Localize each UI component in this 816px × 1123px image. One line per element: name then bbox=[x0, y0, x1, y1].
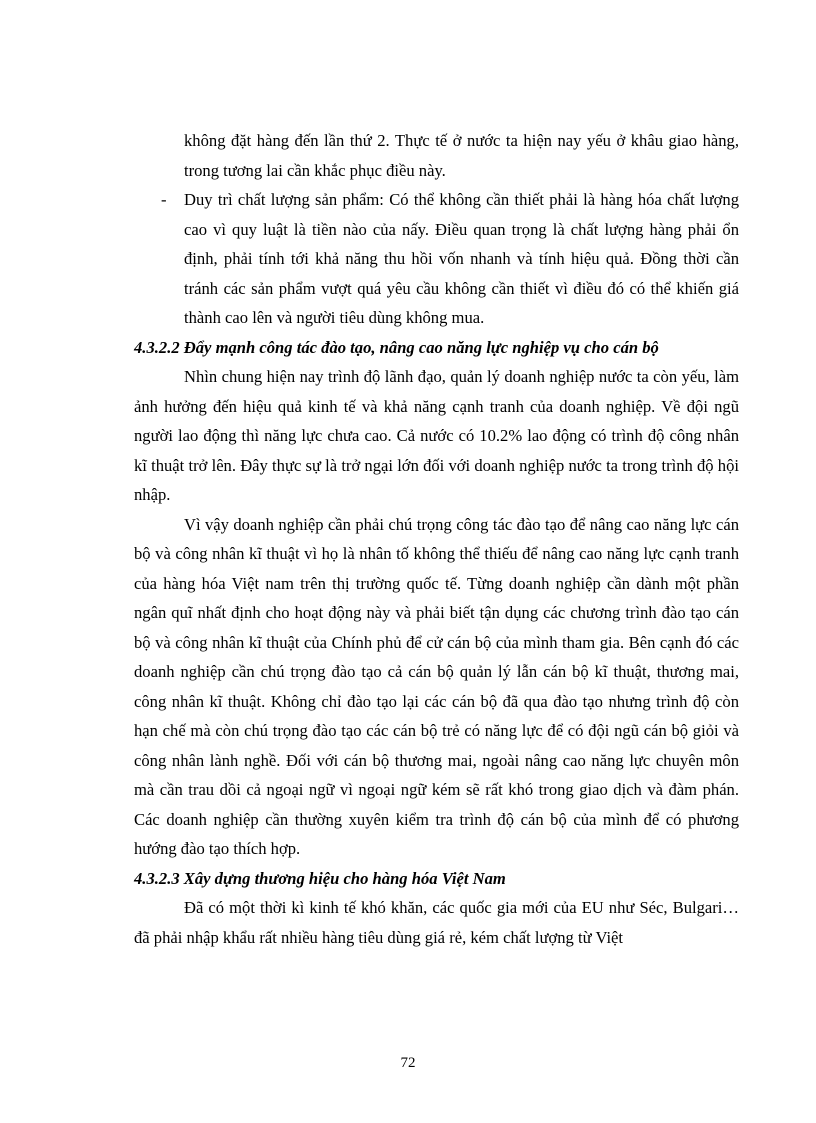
bullet-text: Duy trì chất lượng sản phẩm: Có thể không cần thiết phải là hàng hóa chất lượng cao vì quy luật là tiền nào của nấy. Điều quan trọng là chất lượng hàng phải ổn định, phải tính tới khả năng thu hồi vốn nhanh và tính hiệu quả. Đồng thời cần tránh các sản phẩm vượt quá yêu cầu không cần thiết vì điều đó có thể khiến giá thành cao lên và người tiêu dùng không mua. bbox=[184, 190, 739, 327]
bullet-marker: - bbox=[161, 190, 167, 209]
page-number: 72 bbox=[400, 1055, 416, 1071]
continued-paragraph: không đặt hàng đến lần thứ 2. Thực tế ở nước ta hiện nay yếu ở khâu giao hàng, trong tương lai cần khắc phục điều này. bbox=[184, 131, 739, 180]
bullet-item-product-quality bbox=[134, 185, 739, 333]
paragraph-training-1: Nhìn chung hiện nay trình độ lãnh đạo, quản lý doanh nghiệp nước ta còn yếu, làm ảnh hưởng đến hiệu quả kinh tế và khả năng cạnh tranh của doanh nghiệp. Về đội ngũ người lao động thì năng lực chưa cao. Cả nước có 10.2% lao động có trình độ công nhân kĩ thuật trở lên. Đây thực sự là trở ngại lớn đối với doanh nghiệp nước ta trong trình độ hội nhập. bbox=[134, 367, 739, 504]
section-heading-training: 4.3.2.2 Đẩy mạnh công tác đào tạo, nâng cao năng lực nghiệp vụ cho cán bộ bbox=[134, 337, 659, 357]
page-body bbox=[134, 126, 739, 952]
section-heading-branding: 4.3.2.3 Xây dựng thương hiệu cho hàng hóa Việt Nam bbox=[134, 868, 506, 888]
paragraph-branding-1: Đã có một thời kì kinh tế khó khăn, các quốc gia mới của EU như Séc, Bulgari… đã phải nhập khẩu rất nhiều hàng tiêu dùng giá rẻ, kém chất lượng từ Việt bbox=[134, 898, 739, 947]
paragraph-training-2: Vì vậy doanh nghiệp cần phải chú trọng công tác đào tạo để nâng cao năng lực cán bộ và công nhân kĩ thuật vì họ là nhân tố không thể thiếu để nâng cao năng lực cạnh tranh của hàng hóa Việt nam trên thị trường quốc tế. Từng doanh nghiệp cần dành một phần ngân quĩ nhất định cho hoạt động này và phải biết tận dụng các chương trình đào tạo cán bộ và công nhân kĩ thuật của Chính phủ để cử cán bộ của mình tham gia. Bên cạnh đó các doanh nghiệp cần chú trọng đào tạo cả cán bộ quản lý lẫn cán bộ kĩ thuật, thương mai, công nhân kĩ thuật. Không chỉ đào tạo lại các cán bộ đã qua đào tạo nhưng trình độ còn hạn chế mà còn chú trọng đào tạo các cán bộ trẻ có năng lực để có đội ngũ cán bộ giỏi và công nhân lành nghề. Đối với cán bộ thương mai, ngoài nâng cao năng lực chuyên môn mà cần trau dồi cả ngoại ngữ vì ngoại ngữ kém sẽ rất khó trong giao dịch và đàm phán. Các doanh nghiệp cần thường xuyên kiểm tra trình độ cán bộ của mình để có phương hướng đào tạo thích hợp. bbox=[134, 514, 739, 858]
